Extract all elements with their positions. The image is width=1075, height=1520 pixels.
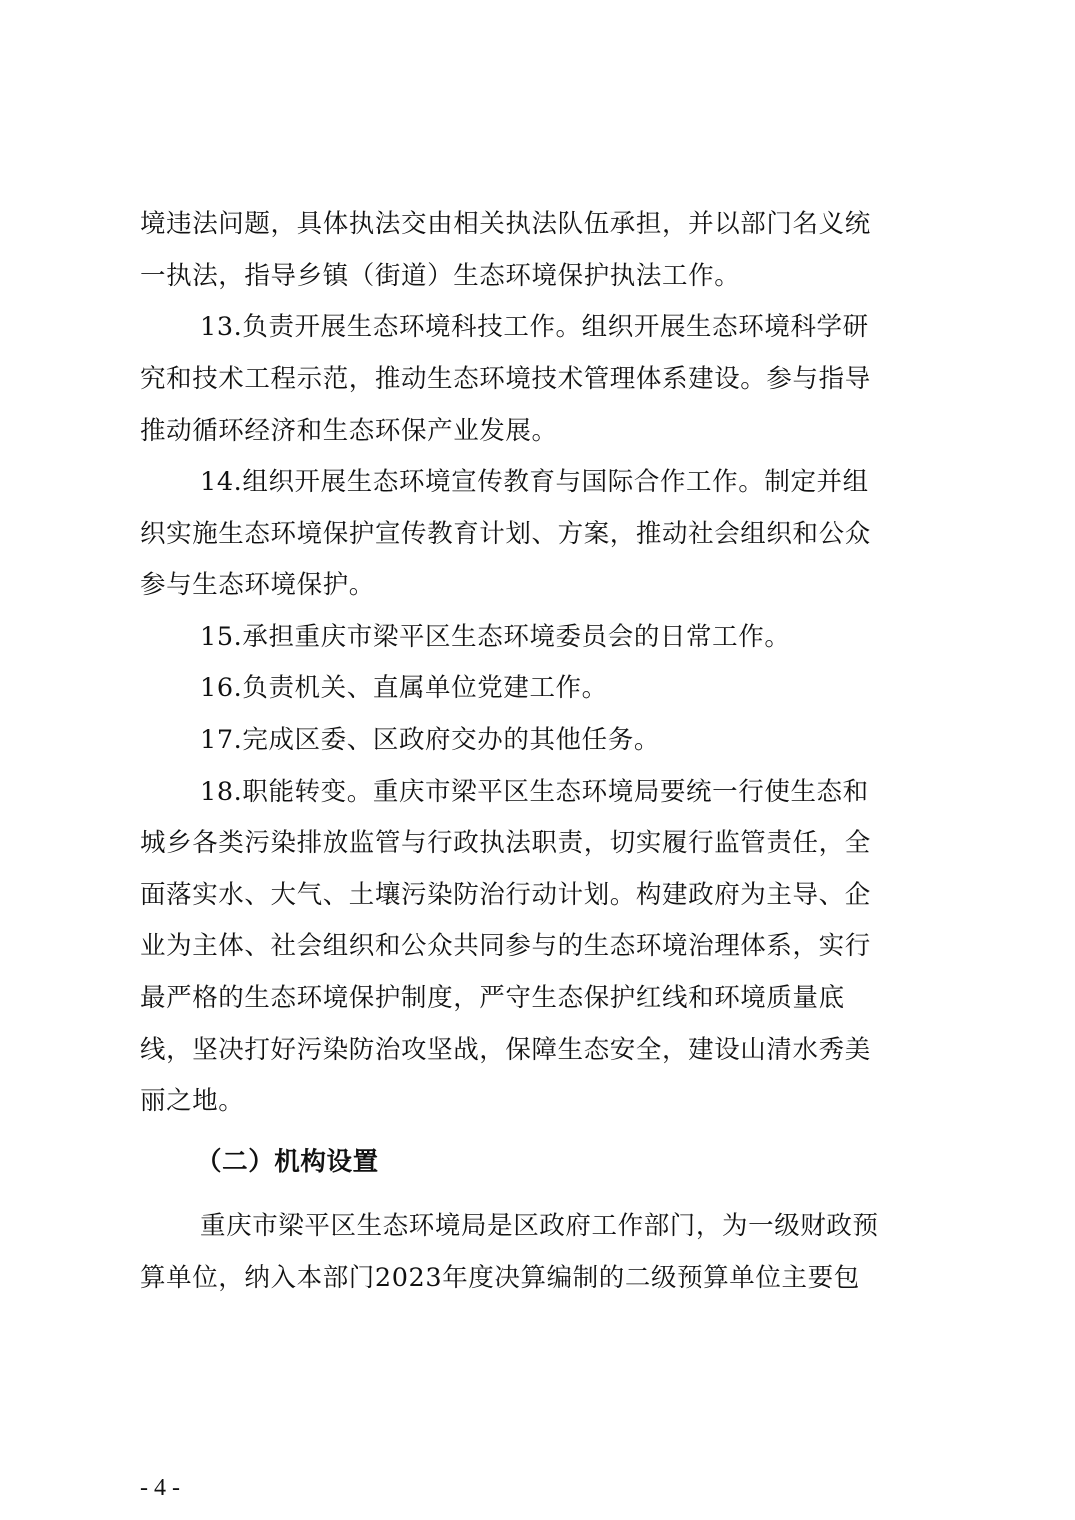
paragraph-16: 16.负责机关、直属单位党建工作。 [200, 673, 608, 703]
paragraph-14-start: 14.组织开展生态环境宣传教育与国际合作工作。制定并组 [200, 467, 869, 497]
text-line: 境违法问题，具体执法交由相关执法队伍承担，并以部门名义统 [140, 209, 871, 239]
text-line: 面落实水、大气、土壤污染防治行动计划。构建政府为主导、企 [140, 880, 871, 910]
paragraph-18-start: 18.职能转变。重庆市梁平区生态环境局要统一行使生态和 [200, 777, 869, 807]
paragraph-institution-start: 重庆市梁平区生态环境局是区政府工作部门，为一级财政预 [200, 1211, 879, 1241]
text-line: 一执法，指导乡镇（街道）生态环境保护执法工作。 [140, 261, 741, 291]
section-heading: （二）机构设置 [196, 1147, 379, 1177]
text-line: 城乡各类污染排放监管与行政执法职责，切实履行监管责任，全 [140, 828, 871, 858]
text-line: 算单位，纳入本部门2023年度决算编制的二级预算单位主要包 [140, 1263, 860, 1293]
text-line: 织实施生态环境保护宣传教育计划、方案，推动社会组织和公众 [140, 519, 871, 549]
text-line: 线，坚决打好污染防治攻坚战，保障生态安全，建设山清水秀美 [140, 1035, 871, 1065]
text-line: 推动循环经济和生态环保产业发展。 [140, 416, 558, 446]
paragraph-15: 15.承担重庆市梁平区生态环境委员会的日常工作。 [200, 622, 791, 652]
paragraph-13-start: 13.负责开展生态环境科技工作。组织开展生态环境科学研 [200, 312, 869, 342]
text-line: 丽之地。 [140, 1086, 245, 1116]
page-number: - 4 - [140, 1475, 180, 1501]
text-line: 究和技术工程示范，推动生态环境技术管理体系建设。参与指导 [140, 364, 871, 394]
text-line: 参与生态环境保护。 [140, 570, 375, 600]
text-line: 最严格的生态环境保护制度，严守生态保护红线和环境质量底 [140, 983, 845, 1013]
text-line: 业为主体、社会组织和公众共同参与的生态环境治理体系，实行 [140, 931, 871, 961]
paragraph-17: 17.完成区委、区政府交办的其他任务。 [200, 725, 660, 755]
